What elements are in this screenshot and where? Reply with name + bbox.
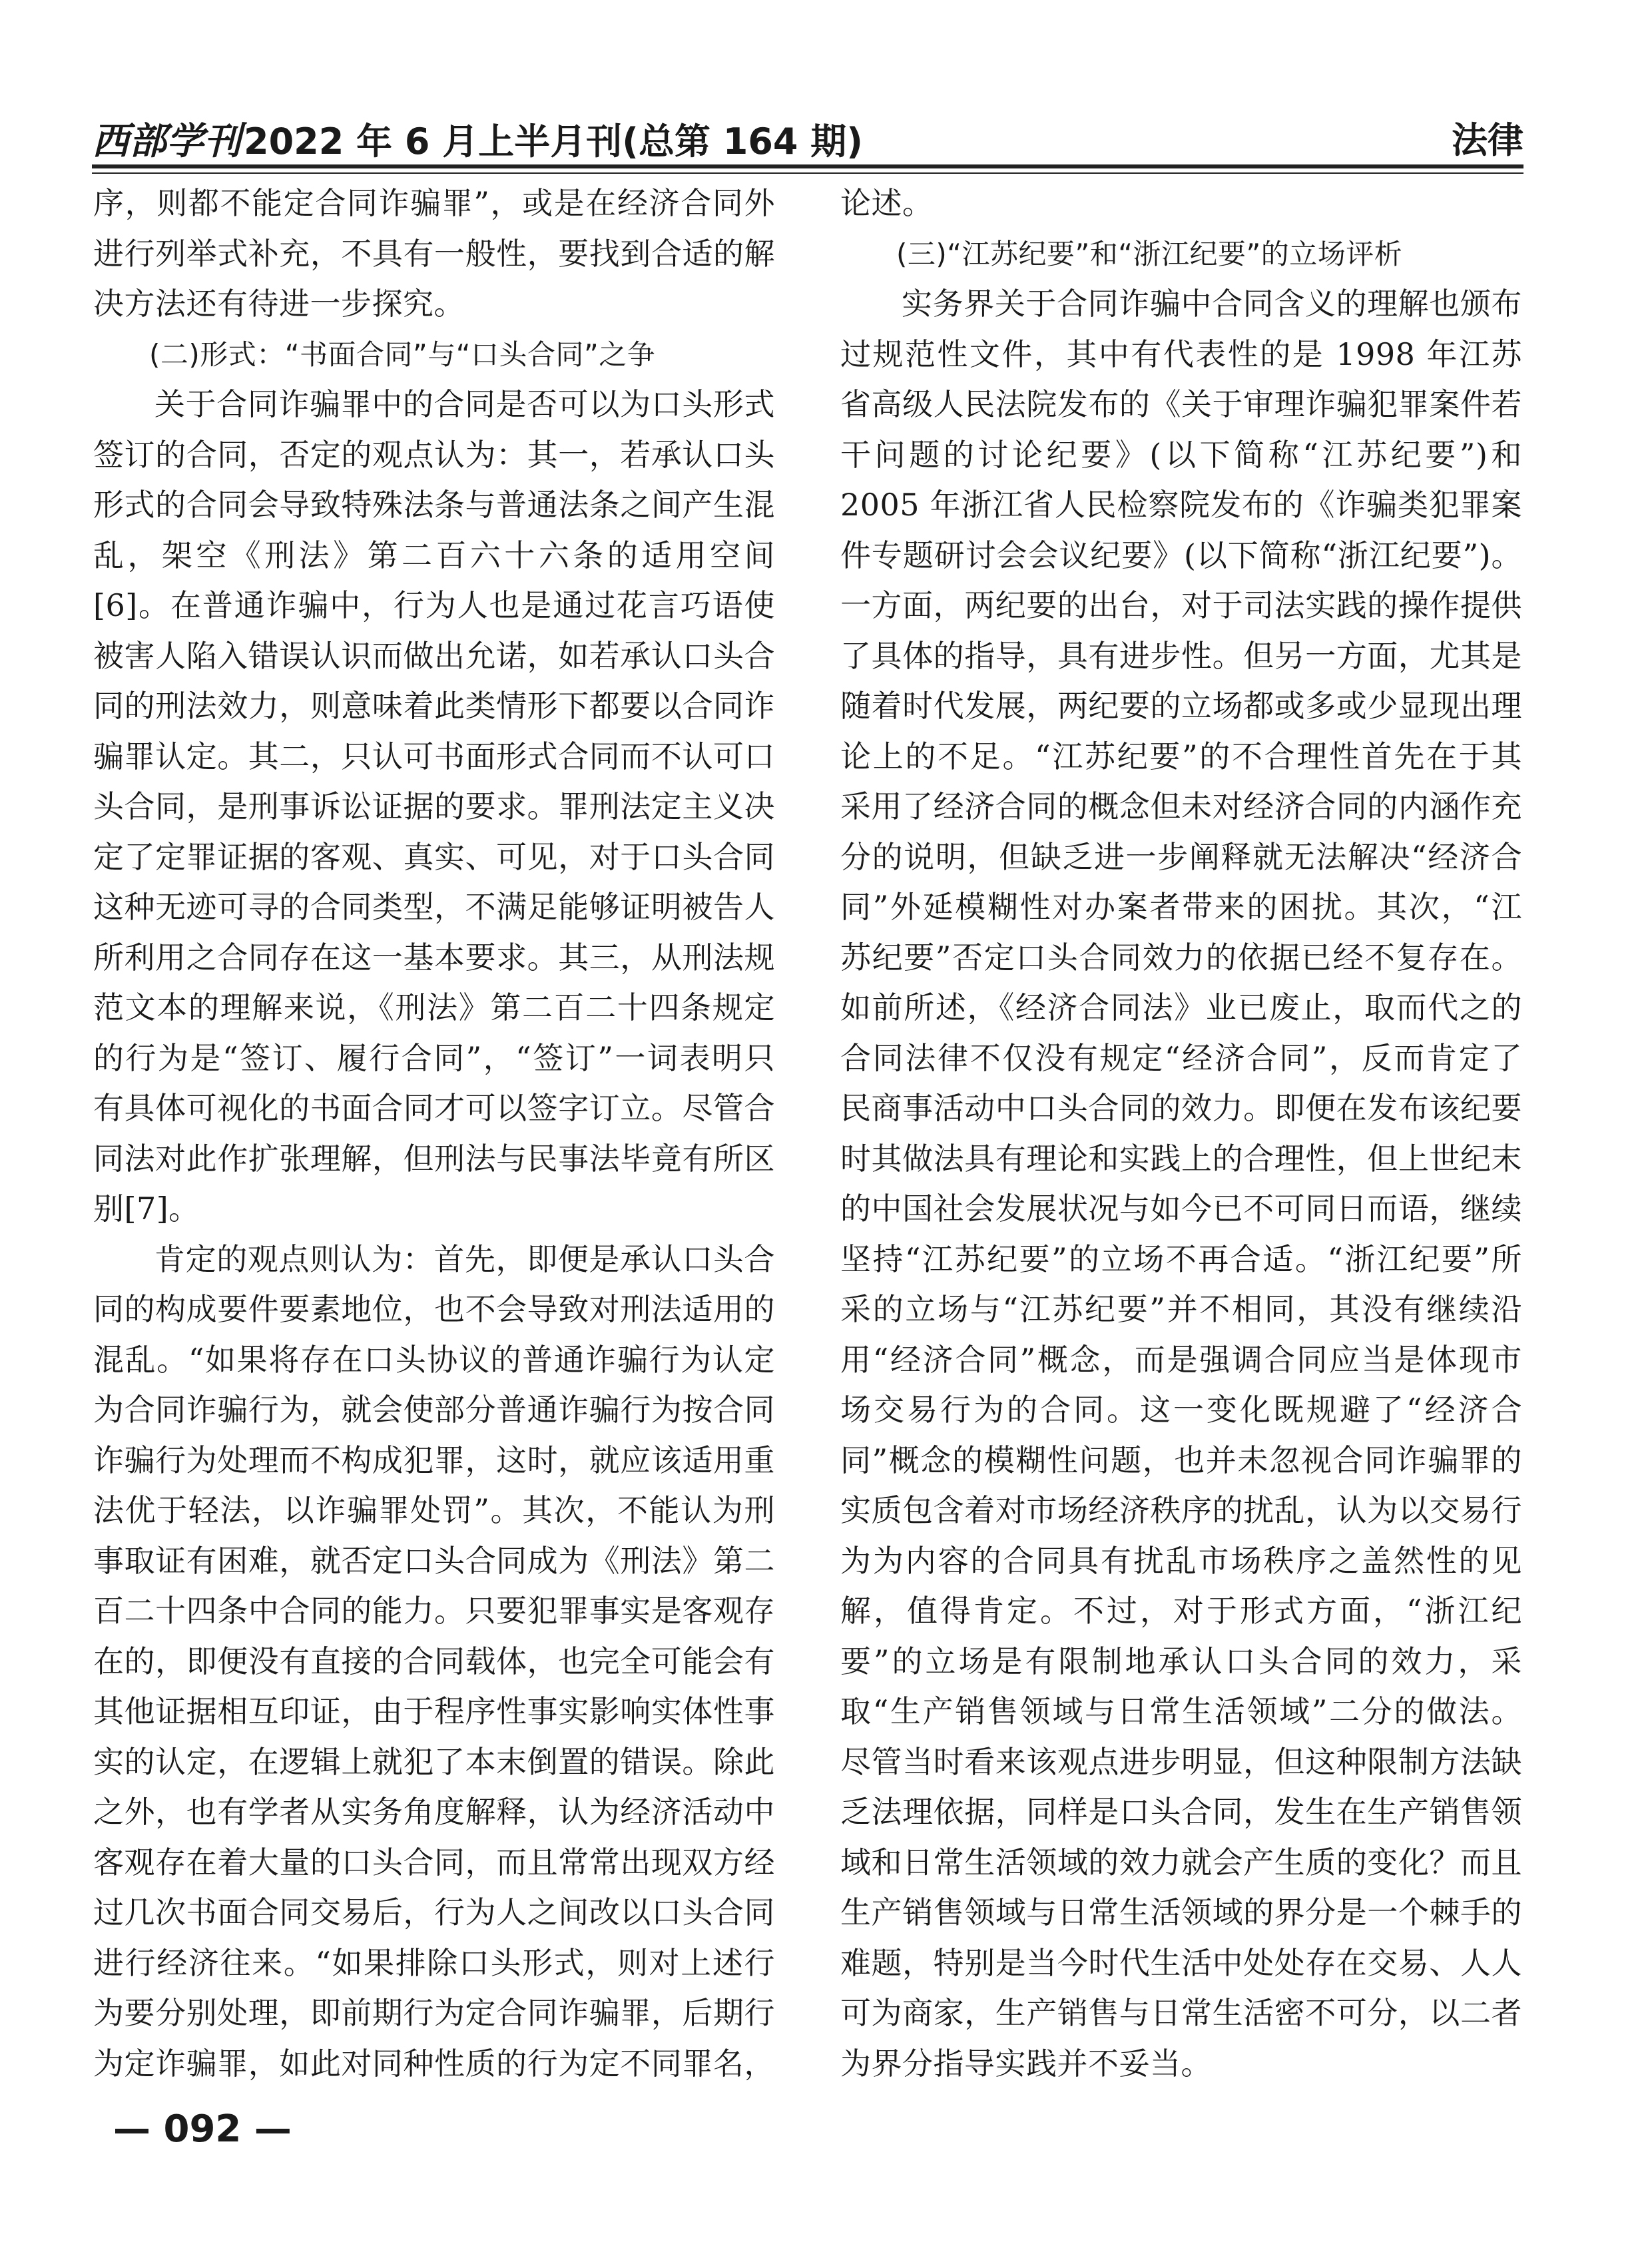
right-column (840, 178, 1522, 2096)
subheading: (三)“江苏纪要”和“浙江纪要”的立场评析 (896, 237, 1403, 270)
journal-name: 西部学刊 (92, 119, 241, 163)
header-rule (92, 164, 1523, 168)
journal-issue (92, 112, 863, 165)
header-rule-thin (92, 172, 1523, 174)
subheading: (二)形式：“书面合同”与“口头合同”之争 (149, 338, 656, 371)
section-heading (840, 2089, 1522, 2096)
paragraph: 论述。 (840, 185, 934, 221)
paragraph: 实务界关于合同诈骗中合同含义的理解也颁布过规范性文件，其中有代表性的是 1998 年江苏省高级人民法院发布的《关于审理诈骗犯罪案件若干问题的讨论纪要》(以下简称“江苏纪要”)和 2005 年浙江省人民检察院发布的《诈骗类犯罪案件专题研讨会会议纪要》(以下简称“浙江纪要”)。一方面，两纪要的出台，对于司法实践的操作提供了具体的指导，具有进步性。但另一方面，尤其是随着时代发展，两纪要的立场都或多或少显现出理论上的不足。“江苏纪要”的不合理性首先在于其采用了经济合同的概念但未对经济合同的内涵作充分的说明，但缺乏进一步阐释就无法解决“经济合同”外延模糊性对办案者带来的困扰。其次，“江苏纪要”否定口头合同效力的依据已经不复存在。如前所述，《经济合同法》业已废止，取而代之的合同法律不仅没有规定“经济合同”，反而肯定了民商事活动中口头合同的效力。即便在发布该纪要时其做法具有理论和实践上的合理性，但上世纪末的中国社会发展状况与如今已不可同日而语，继续坚持“江苏纪要”的立场不再合适。“浙江纪要”所采的立场与“江苏纪要”并不相同，其没有继续沿用“经济合同”概念，而是强调合同应当是体现市场交易行为的合同。这一变化既规避了“经济合同”概念的模糊性问题，也并未忽视合同诈骗罪的实质包含着对市场经济秩序的扰乱，认为以交易行为为内容的合同具有扰乱市场秩序之盖然性的见解，值得肯定。不过，对于形式方面，“浙江纪要”的立场是有限制地承认口头合同的效力，采取“生产销售领域与日常生活领域”二分的做法。尽管当时看来该观点进步明显，但这种限制方法缺乏法理依据，同样是口头合同，发生在生产销售领域和日常生活领域的效力就会产生质的变化？而且生产销售领域与日常生活领域的界分是一个棘手的难题，特别是当今时代生活中处处存在交易、人人可为商家，生产销售与日常生活密不可分，以二者为界分指导实践并不妥当。 (840, 286, 1522, 2082)
paragraph: 肯定的观点则认为：首先，即便是承认口头合同的构成要件要素地位，也不会导致对刑法适用的混乱。“如果将存在口头协议的普通诈骗行为认定为合同诈骗行为，就会使部分普通诈骗行为按合同诈骗行为处理而不构成犯罪，这时，就应该适用重法优于轻法，以诈骗罪处罚”。其次，不能认为刑事取证有困难，就否定口头合同成为《刑法》第二百二十四条中合同的能力。只要犯罪事实是客观存在的，即便没有直接的合同载体，也完全可能会有其他证据相互印证，由于程序性事实影响实体性事实的认定，在逻辑上就犯了本末倒置的错误。除此之外，也有学者从实务角度解释，认为经济活动中客观存在着大量的口头合同，而且常常出现双方经过几次书面合同交易后，行为人之间改以口头合同进行经济往来。“如果排除口头形式，则对上述行为要分别处理，即前期行为定合同诈骗罪，后期行为定诈骗罪，如此对同种性质的行为定不同罪名， (93, 1241, 775, 2082)
section-label: 法律 (1452, 119, 1523, 161)
issue-info: 2022 年 6 月上半月刊(总第 164 期) (244, 121, 863, 162)
page-header (92, 107, 1523, 166)
paragraph: 关于合同诈骗罪中的合同是否可以为口头形式签订的合同，否定的观点认为：其一，若承认口头形式的合同会导致特殊法条与普通法条之间产生混乱，架空《刑法》第二百六十六条的适用空间[6]。在普通诈骗中，行为人也是通过花言巧语使被害人陷入错误认识而做出允诺，如若承认口头合同的刑法效力，则意味着此类情形下都要以合同诈骗罪认定。其二，只认可书面形式合同而不认可口头合同，是刑事诉讼证据的要求。罪刑法定主义决定了定罪证据的客观、真实、可见，对于口头合同这种无迹可寻的合同类型，不满足能够证明被告人所利用之合同存在这一基本要求。其三，从刑法规范文本的理解来说，《刑法》第二百二十四条规定的行为是“签订、履行合同”，“签订”一词表明只有具体可视化的书面合同才可以签字订立。尽管合同法对此作扩张理解，但刑法与民事法毕竟有所区别[7]。 (93, 386, 775, 1227)
paragraph: 序，则都不能定合同诈骗罪”，或是在经济合同外进行列举式补充，不具有一般性，要找到合适的解决方法还有待进一步探究。 (93, 185, 775, 322)
left-column (93, 178, 775, 2096)
page-number: — 092 — (113, 2107, 292, 2151)
